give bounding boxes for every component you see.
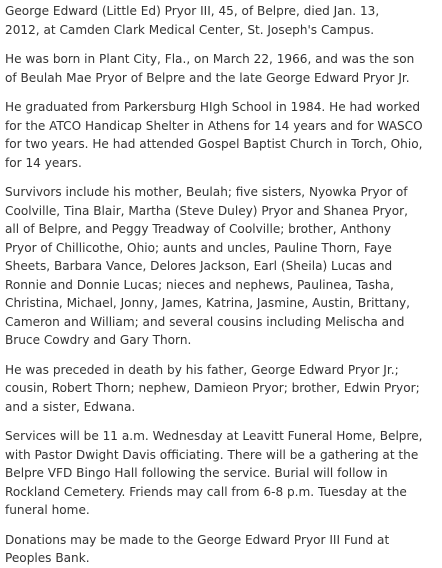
paragraph-education-work: He graduated from Parkersburg HIgh School in 1984. He had worked for the ATCO Handicap Shelter in Athens for 14 years and for WASCO for two years. He had attended Gospel Baptist Church in Torch, Ohio, for 14 years. xyxy=(5,100,423,170)
paragraph-survivors: Survivors include his mother, Beulah; five sisters, Nyowka Pryor of Coolville, Tina Blair, Martha (Steve Duley) Pryor and Shanea Pryor, all of Belpre, and Peggy Treadway of Coolville; brother, Anthony Pryor of Chillicothe, Ohio; aunts and uncles, Pauline Thorn, Faye Sheets, Barbara Vance, Delores Jackson, Earl (Sheila) Lucas and Ronnie and Donnie Lucas; nieces and nephews, Paulinea, Tasha, Christina, Michael, Jonny, James, Katrina, Jasmine, Austin, Brittany, Cameron and William; and several cousins including Melischa and Bruce Cowdry and Gary Thorn. xyxy=(5,185,411,347)
paragraph-death-notice: George Edward (Little Ed) Pryor III, 45, of Belpre, died Jan. 13, 2012, at Camden Clark Medical Center, St. Joseph's Campus. xyxy=(5,4,380,37)
paragraph-services: Services will be 11 a.m. Wednesday at Leavitt Funeral Home, Belpre, with Pastor Dwight Davis officiating. There will be a gathering at the Belpre VFD Bingo Hall following the service. Burial will follow in Rockland Cemetery. Friends may call from 6-8 p.m. Tuesday at the funeral home. xyxy=(5,429,423,517)
paragraph-birth: He was born in Plant City, Fla., on March 22, 1966, and was the son of Beulah Mae Pryor of Belpre and the late George Edward Pryor Jr. xyxy=(5,52,415,85)
paragraph-preceded-in-death: He was preceded in death by his father, George Edward Pryor Jr.; cousin, Robert Thorn; nephew, Damieon Pryor; brother, Edwin Pryor; and a sister, Edwana. xyxy=(5,362,420,414)
paragraph-donations: Donations may be made to the George Edward Pryor III Fund at Peoples Bank. xyxy=(5,532,390,565)
